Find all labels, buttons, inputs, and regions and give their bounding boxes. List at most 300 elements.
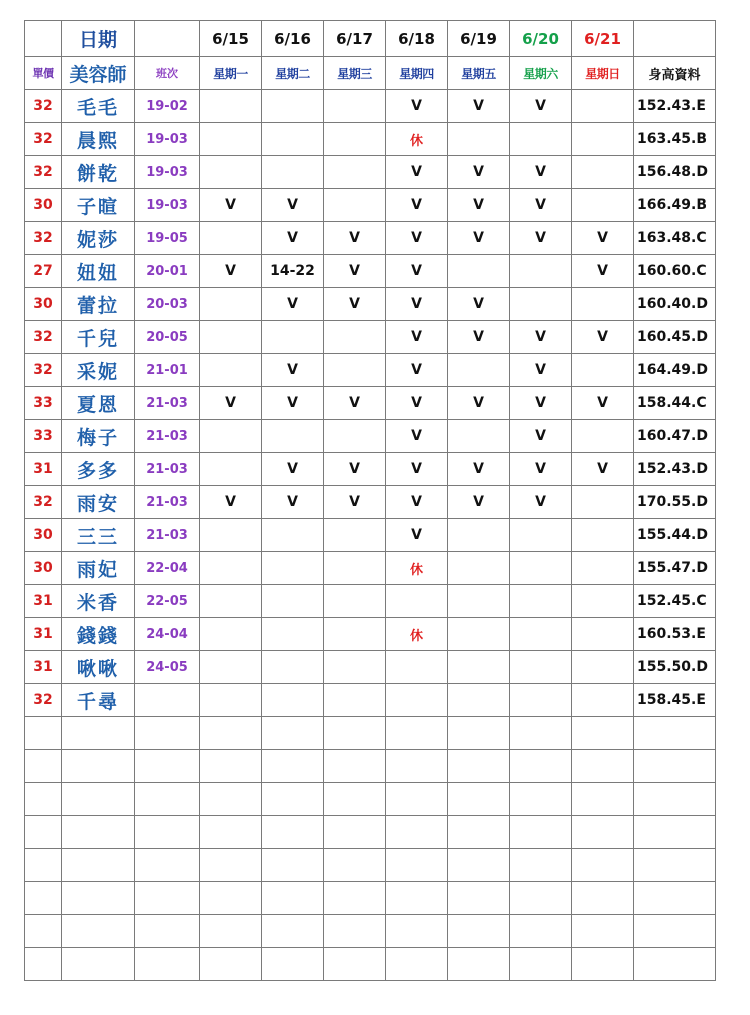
empty-cell: [572, 915, 634, 948]
height-info-cell: 155.47.D: [634, 552, 716, 585]
empty-cell: [448, 882, 510, 915]
price-cell: 33: [25, 387, 62, 420]
beautician-name: 晨熙: [62, 123, 135, 156]
empty-cell: [386, 816, 448, 849]
day-cell: [200, 90, 262, 123]
blank-header-cell: [634, 21, 716, 57]
price-cell: 31: [25, 618, 62, 651]
day-cell: [386, 651, 448, 684]
price-cell: 30: [25, 288, 62, 321]
class-cell: 20-01: [135, 255, 200, 288]
day-cell: [448, 420, 510, 453]
day-cell: V: [572, 222, 634, 255]
day-cell: [262, 552, 324, 585]
empty-cell: [262, 750, 324, 783]
day-cell: [510, 651, 572, 684]
class-cell: 21-03: [135, 486, 200, 519]
empty-row: [25, 750, 716, 783]
day-cell: V: [386, 90, 448, 123]
height-info-cell: 158.44.C: [634, 387, 716, 420]
day-cell: V: [386, 156, 448, 189]
beautician-name: 子暄: [62, 189, 135, 222]
empty-cell: [62, 915, 135, 948]
day-cell: [572, 354, 634, 387]
day-cell: [448, 255, 510, 288]
day-cell: [262, 123, 324, 156]
date-6-19: 6/19: [448, 21, 510, 57]
class-cell: 19-02: [135, 90, 200, 123]
day-cell: [572, 618, 634, 651]
empty-row: [25, 717, 716, 750]
day-cell: [324, 189, 386, 222]
day-cell: [572, 585, 634, 618]
day-cell: V: [324, 222, 386, 255]
empty-row: [25, 783, 716, 816]
day-cell: V: [510, 354, 572, 387]
day-cell: V: [386, 255, 448, 288]
height-info-cell: 166.49.B: [634, 189, 716, 222]
class-cell: 21-03: [135, 453, 200, 486]
class-cell: 19-03: [135, 189, 200, 222]
empty-cell: [324, 750, 386, 783]
day-cell: [262, 420, 324, 453]
empty-cell: [510, 816, 572, 849]
empty-cell: [386, 882, 448, 915]
day-cell: V: [448, 453, 510, 486]
empty-cell: [135, 849, 200, 882]
day-cell: V: [386, 387, 448, 420]
beautician-name: 采妮: [62, 354, 135, 387]
empty-cell: [572, 882, 634, 915]
price-header: 單價: [25, 57, 62, 90]
day-cell: V: [386, 321, 448, 354]
beautician-name: 千兒: [62, 321, 135, 354]
empty-row: [25, 948, 716, 981]
empty-cell: [510, 783, 572, 816]
class-cell: 24-05: [135, 651, 200, 684]
day-cell: [572, 420, 634, 453]
day-cell: [324, 651, 386, 684]
day-cell: [510, 519, 572, 552]
empty-cell: [62, 849, 135, 882]
day-cell: [448, 354, 510, 387]
table-row: [25, 321, 716, 354]
day-cell: V: [448, 156, 510, 189]
table-row: [25, 651, 716, 684]
day-cell: V: [386, 189, 448, 222]
class-cell: 22-04: [135, 552, 200, 585]
empty-cell: [262, 717, 324, 750]
empty-cell: [324, 882, 386, 915]
day-cell: [572, 519, 634, 552]
class-cell: 21-03: [135, 420, 200, 453]
class-cell: [135, 684, 200, 717]
empty-cell: [572, 948, 634, 981]
day-cell: V: [386, 354, 448, 387]
day-cell: [262, 90, 324, 123]
day-cell: [324, 585, 386, 618]
table-row: [25, 123, 716, 156]
weekday-wed: 星期三: [324, 57, 386, 90]
day-cell: V: [200, 486, 262, 519]
beautician-name: 毛毛: [62, 90, 135, 123]
empty-cell: [135, 948, 200, 981]
day-cell: [262, 585, 324, 618]
table-row: [25, 387, 716, 420]
empty-cell: [262, 849, 324, 882]
empty-cell: [448, 915, 510, 948]
day-cell: V: [510, 156, 572, 189]
day-cell: V: [262, 288, 324, 321]
empty-cell: [634, 783, 716, 816]
day-cell: [572, 552, 634, 585]
table-row: [25, 288, 716, 321]
day-cell: [262, 321, 324, 354]
empty-cell: [634, 816, 716, 849]
empty-cell: [572, 816, 634, 849]
day-cell: 14-22: [262, 255, 324, 288]
date-6-21: 6/21: [572, 21, 634, 57]
empty-cell: [634, 948, 716, 981]
day-cell: V: [386, 453, 448, 486]
day-cell: V: [510, 321, 572, 354]
day-cell: V: [324, 255, 386, 288]
date-6-18: 6/18: [386, 21, 448, 57]
price-cell: 32: [25, 123, 62, 156]
day-cell: [324, 156, 386, 189]
empty-cell: [62, 948, 135, 981]
empty-cell: [572, 783, 634, 816]
day-cell: 休: [386, 552, 448, 585]
height-info-header: 身高資料: [634, 57, 716, 90]
weekday-sun: 星期日: [572, 57, 634, 90]
beautician-name: 多多: [62, 453, 135, 486]
price-cell: 31: [25, 651, 62, 684]
empty-cell: [262, 882, 324, 915]
day-cell: [324, 552, 386, 585]
day-cell: V: [200, 189, 262, 222]
height-info-cell: 155.50.D: [634, 651, 716, 684]
day-cell: V: [572, 387, 634, 420]
day-cell: [386, 684, 448, 717]
day-cell: [324, 420, 386, 453]
class-cell: 20-05: [135, 321, 200, 354]
empty-cell: [25, 948, 62, 981]
day-cell: [200, 156, 262, 189]
day-cell: [386, 585, 448, 618]
day-cell: [448, 519, 510, 552]
price-cell: 30: [25, 519, 62, 552]
day-cell: [448, 618, 510, 651]
day-cell: [324, 618, 386, 651]
empty-cell: [262, 915, 324, 948]
table-row: [25, 618, 716, 651]
empty-cell: [25, 750, 62, 783]
day-cell: [324, 123, 386, 156]
empty-cell: [510, 849, 572, 882]
price-cell: 32: [25, 684, 62, 717]
empty-cell: [386, 849, 448, 882]
price-cell: 30: [25, 189, 62, 222]
beautician-name: 千尋: [62, 684, 135, 717]
empty-row: [25, 915, 716, 948]
empty-cell: [135, 750, 200, 783]
beautician-name: 雨妃: [62, 552, 135, 585]
day-cell: V: [262, 387, 324, 420]
table-row: [25, 255, 716, 288]
day-cell: [448, 651, 510, 684]
day-cell: [510, 585, 572, 618]
empty-cell: [448, 750, 510, 783]
beautician-name: 梅子: [62, 420, 135, 453]
schedule-table: [24, 20, 716, 981]
height-info-cell: 156.48.D: [634, 156, 716, 189]
day-cell: [572, 189, 634, 222]
table-row: [25, 453, 716, 486]
height-info-cell: 152.45.C: [634, 585, 716, 618]
empty-cell: [200, 816, 262, 849]
date-6-20: 6/20: [510, 21, 572, 57]
beautician-name: 雨安: [62, 486, 135, 519]
weekday-fri: 星期五: [448, 57, 510, 90]
day-cell: [510, 255, 572, 288]
day-cell: [324, 321, 386, 354]
empty-cell: [510, 948, 572, 981]
empty-cell: [510, 750, 572, 783]
empty-cell: [386, 915, 448, 948]
day-cell: V: [510, 453, 572, 486]
corner-cell: [25, 21, 62, 57]
empty-cell: [135, 915, 200, 948]
day-cell: V: [324, 288, 386, 321]
empty-cell: [62, 783, 135, 816]
height-info-cell: 152.43.E: [634, 90, 716, 123]
price-cell: 30: [25, 552, 62, 585]
day-cell: V: [448, 321, 510, 354]
date-6-17: 6/17: [324, 21, 386, 57]
empty-cell: [386, 783, 448, 816]
empty-cell: [448, 816, 510, 849]
day-cell: [324, 354, 386, 387]
day-cell: V: [448, 387, 510, 420]
date-label: 日期: [62, 21, 135, 57]
price-cell: 32: [25, 321, 62, 354]
price-cell: 32: [25, 486, 62, 519]
class-cell: 24-04: [135, 618, 200, 651]
day-cell: [572, 486, 634, 519]
day-cell: V: [448, 486, 510, 519]
day-cell: [324, 684, 386, 717]
class-cell: 21-03: [135, 387, 200, 420]
empty-cell: [386, 750, 448, 783]
day-cell: V: [572, 255, 634, 288]
table-row: [25, 354, 716, 387]
height-info-cell: 164.49.D: [634, 354, 716, 387]
empty-cell: [135, 882, 200, 915]
class-cell: 19-05: [135, 222, 200, 255]
day-cell: V: [448, 90, 510, 123]
price-cell: 32: [25, 354, 62, 387]
day-cell: [200, 288, 262, 321]
empty-cell: [200, 717, 262, 750]
day-cell: V: [200, 255, 262, 288]
weekday-thu: 星期四: [386, 57, 448, 90]
price-cell: 31: [25, 453, 62, 486]
empty-cell: [572, 849, 634, 882]
day-cell: V: [510, 90, 572, 123]
day-cell: [200, 354, 262, 387]
day-cell: 休: [386, 618, 448, 651]
table-row: [25, 585, 716, 618]
price-cell: 31: [25, 585, 62, 618]
empty-cell: [572, 717, 634, 750]
day-cell: V: [262, 189, 324, 222]
height-info-cell: 160.60.C: [634, 255, 716, 288]
day-cell: [200, 552, 262, 585]
class-cell: 22-05: [135, 585, 200, 618]
day-cell: [262, 156, 324, 189]
empty-cell: [262, 816, 324, 849]
class-cell: 19-03: [135, 123, 200, 156]
table-row: [25, 189, 716, 222]
empty-cell: [634, 849, 716, 882]
day-cell: [448, 585, 510, 618]
day-cell: V: [386, 420, 448, 453]
empty-cell: [634, 750, 716, 783]
day-cell: [510, 684, 572, 717]
empty-cell: [62, 882, 135, 915]
day-cell: [200, 618, 262, 651]
day-cell: [572, 684, 634, 717]
date-header-row: [25, 21, 716, 57]
empty-cell: [448, 849, 510, 882]
empty-cell: [510, 882, 572, 915]
day-cell: [448, 123, 510, 156]
beautician-name: 蕾拉: [62, 288, 135, 321]
class-cell: 21-01: [135, 354, 200, 387]
empty-cell: [200, 849, 262, 882]
day-cell: [200, 453, 262, 486]
day-cell: V: [510, 387, 572, 420]
date-6-15: 6/15: [200, 21, 262, 57]
day-cell: [510, 123, 572, 156]
weekday-sat: 星期六: [510, 57, 572, 90]
day-cell: [572, 156, 634, 189]
height-info-cell: 163.48.C: [634, 222, 716, 255]
empty-cell: [25, 783, 62, 816]
empty-cell: [135, 783, 200, 816]
empty-cell: [200, 915, 262, 948]
class-header: 班次: [135, 57, 200, 90]
height-info-cell: 152.43.D: [634, 453, 716, 486]
day-cell: V: [262, 453, 324, 486]
height-info-cell: 158.45.E: [634, 684, 716, 717]
empty-cell: [634, 717, 716, 750]
class-cell: 19-03: [135, 156, 200, 189]
day-cell: [200, 684, 262, 717]
day-cell: V: [510, 189, 572, 222]
empty-cell: [200, 750, 262, 783]
empty-cell: [510, 915, 572, 948]
day-cell: [510, 618, 572, 651]
empty-cell: [324, 948, 386, 981]
empty-cell: [324, 816, 386, 849]
day-cell: V: [572, 453, 634, 486]
empty-cell: [448, 717, 510, 750]
day-cell: [200, 519, 262, 552]
empty-cell: [634, 915, 716, 948]
empty-cell: [200, 882, 262, 915]
day-cell: [572, 123, 634, 156]
empty-cell: [448, 948, 510, 981]
day-cell: [572, 288, 634, 321]
empty-cell: [62, 717, 135, 750]
day-cell: [572, 90, 634, 123]
empty-cell: [324, 717, 386, 750]
column-header-row: [25, 57, 716, 90]
height-info-cell: 160.53.E: [634, 618, 716, 651]
day-cell: [262, 618, 324, 651]
class-cell: 21-03: [135, 519, 200, 552]
day-cell: [510, 552, 572, 585]
day-cell: [200, 321, 262, 354]
beautician-name: 啾啾: [62, 651, 135, 684]
table-row: [25, 552, 716, 585]
price-cell: 27: [25, 255, 62, 288]
day-cell: V: [510, 486, 572, 519]
empty-cell: [262, 783, 324, 816]
empty-cell: [25, 915, 62, 948]
table-row: [25, 420, 716, 453]
price-cell: 32: [25, 156, 62, 189]
empty-cell: [25, 816, 62, 849]
beautician-name: 妞妞: [62, 255, 135, 288]
day-cell: V: [448, 222, 510, 255]
day-cell: V: [386, 519, 448, 552]
day-cell: [324, 90, 386, 123]
empty-cell: [25, 849, 62, 882]
empty-row: [25, 882, 716, 915]
day-cell: [262, 684, 324, 717]
day-cell: V: [324, 387, 386, 420]
beautician-name: 餅乾: [62, 156, 135, 189]
empty-cell: [324, 915, 386, 948]
height-info-cell: 155.44.D: [634, 519, 716, 552]
empty-cell: [634, 882, 716, 915]
empty-cell: [200, 783, 262, 816]
empty-cell: [135, 816, 200, 849]
price-cell: 32: [25, 222, 62, 255]
day-cell: [262, 519, 324, 552]
day-cell: V: [324, 486, 386, 519]
day-cell: V: [386, 288, 448, 321]
beautician-name: 夏恩: [62, 387, 135, 420]
day-cell: V: [262, 354, 324, 387]
beautician-header: 美容師: [62, 57, 135, 90]
table-row: [25, 519, 716, 552]
empty-cell: [510, 717, 572, 750]
day-cell: V: [386, 486, 448, 519]
empty-cell: [25, 717, 62, 750]
empty-cell: [62, 816, 135, 849]
day-cell: 休: [386, 123, 448, 156]
day-cell: [200, 123, 262, 156]
height-info-cell: 163.45.B: [634, 123, 716, 156]
table-row: [25, 90, 716, 123]
height-info-cell: 170.55.D: [634, 486, 716, 519]
empty-cell: [386, 717, 448, 750]
day-cell: [200, 585, 262, 618]
